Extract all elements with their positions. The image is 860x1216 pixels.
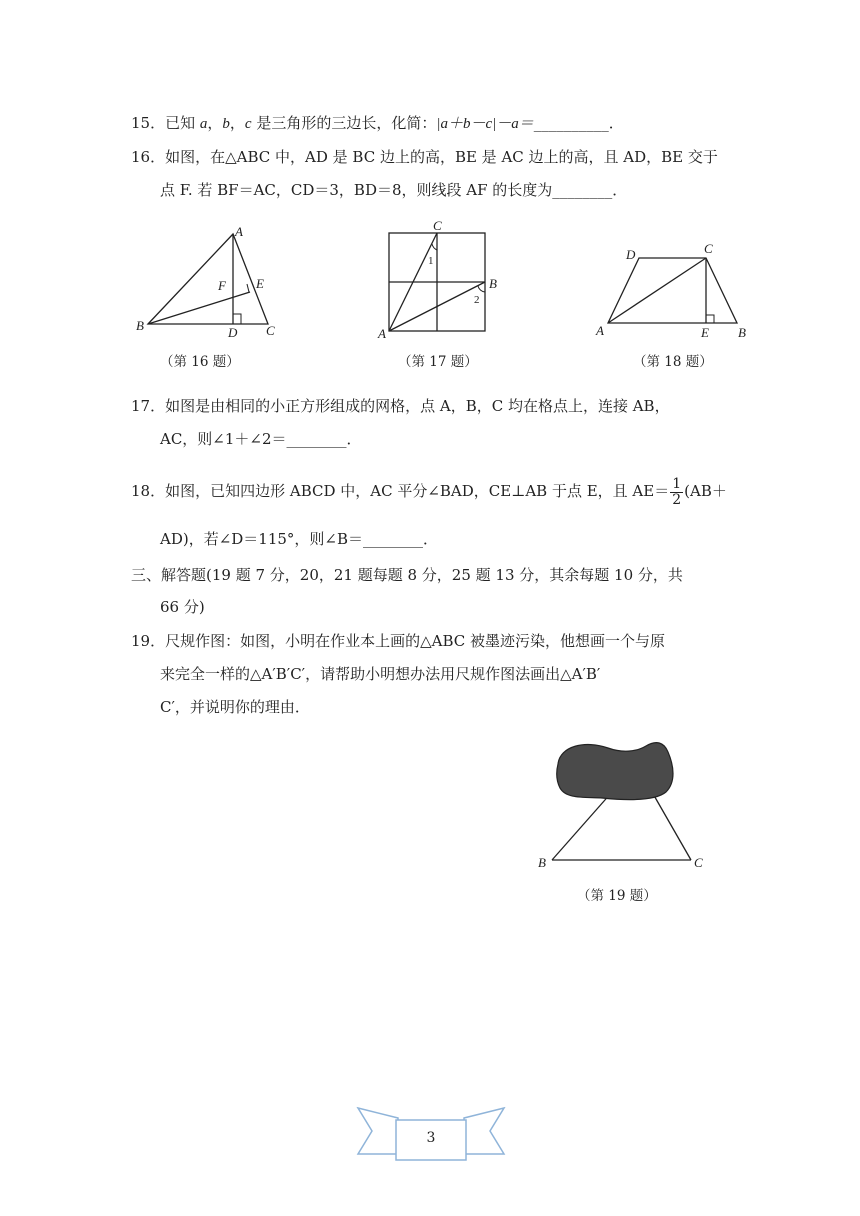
fraction-one-half: $\frac{1}{2}$	[672, 475, 682, 508]
label-angle-1: 1	[428, 255, 434, 267]
figure-18	[590, 238, 755, 342]
ribbon-right-tail	[464, 1108, 504, 1154]
label-a: A	[596, 323, 604, 338]
label-e: E	[256, 276, 264, 291]
side-ba	[552, 792, 612, 860]
diagonal-ac	[608, 258, 706, 323]
triangle-abc	[148, 234, 268, 324]
question-19-line-2: 来完全一样的△A′B′C′，请帮助小明想办法用尺规作图法画出△A′B′	[160, 665, 601, 683]
question-17-line-2: AC，则∠1＋∠2＝________．	[160, 430, 362, 448]
angle-1-arc	[432, 244, 437, 250]
question-19-line-1: 19．尺规作图：如图，小明在作业本上画的△ABC 被墨迹污染，他想画一个与原	[131, 632, 666, 650]
label-a: A	[235, 224, 243, 239]
label-b: B	[738, 325, 746, 340]
angle-2-arc	[478, 286, 485, 292]
section-3-heading: 三、解答题(19 题 7 分，20，21 题每题 8 分，25 题 13 分，其余每题 10 分，共	[131, 566, 683, 584]
label-d: D	[626, 247, 636, 262]
figure-19	[530, 736, 715, 876]
figure-17	[372, 218, 507, 343]
label-c: C	[266, 323, 275, 338]
ribbon-left-tail	[358, 1108, 398, 1154]
caption-figure-18: （第 18 题）	[633, 354, 713, 370]
label-c: C	[433, 218, 442, 233]
caption-figure-19: （第 19 题）	[577, 888, 657, 904]
label-a: A	[378, 326, 386, 341]
label-b: B	[538, 855, 546, 870]
page-number: 3	[426, 1130, 436, 1146]
label-b: B	[489, 276, 497, 291]
side-ca	[652, 792, 691, 860]
question-18-line-2: AD)，若∠D＝115°，则∠B＝________．	[160, 530, 439, 548]
ink-blot	[557, 743, 673, 800]
caption-figure-16: （第 16 题）	[160, 354, 240, 370]
question-18-line-1: 18．如图，已知四边形 ABCD 中，AC 平分∠BAD，CE⊥AB 于点 E，且 AE＝ $\frac{1}{2}$ (AB＋	[131, 475, 727, 508]
label-b: B	[136, 318, 144, 333]
section-3-heading-cont: 66 分)	[160, 598, 205, 616]
label-c: C	[704, 241, 713, 256]
question-19-line-3: C′，并说明你的理由．	[160, 698, 310, 716]
label-c: C	[694, 855, 703, 870]
question-17-line-1: 17．如图是由相同的小正方形组成的网格，点 A，B，C 均在格点上，连接 AB，	[131, 397, 670, 415]
answer-blank[interactable]: __________	[533, 114, 609, 132]
question-16-line-1: 16．如图，在△ABC 中，AD 是 BC 边上的高，BE 是 AC 边上的高，且 AD，BE 交于	[131, 148, 718, 166]
right-angle-mark-e	[706, 315, 714, 323]
label-angle-2: 2	[474, 294, 480, 306]
label-f: F	[218, 278, 226, 293]
quadrilateral-abcd	[608, 258, 737, 323]
label-d: D	[228, 325, 238, 340]
caption-figure-17: （第 17 题）	[398, 354, 478, 370]
label-e: E	[701, 325, 709, 340]
question-16-line-2: 点 F. 若 BF＝AC，CD＝3，BD＝8，则线段 AF 的长度为________．	[160, 181, 628, 199]
question-15: 15．已知 a，b，c 是三角形的三边长，化简：|a＋b－c|－a＝__________．	[131, 114, 624, 132]
right-angle-mark-e	[247, 284, 249, 292]
figure-16	[128, 222, 288, 344]
right-angle-mark-d	[233, 314, 241, 324]
